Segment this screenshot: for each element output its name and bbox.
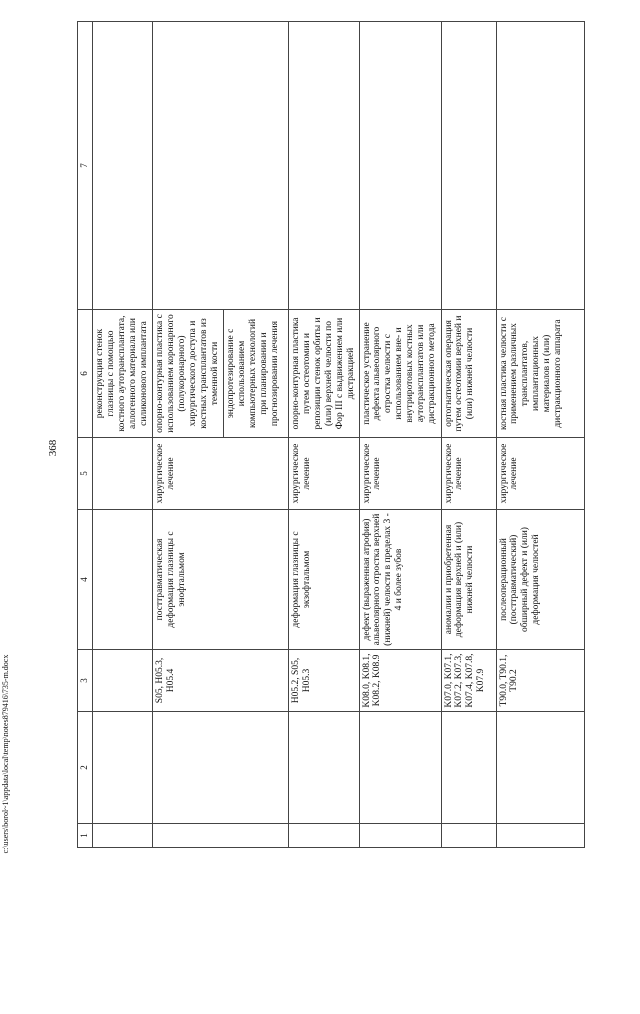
header-col-5: 5	[78, 438, 93, 510]
cell-col7	[153, 22, 289, 310]
cell-num	[441, 824, 496, 848]
cell-codes: S05, H05.3, H05.4	[153, 650, 289, 712]
cell-col7	[496, 22, 584, 310]
cell-num	[153, 824, 289, 848]
cell-method: костная пластика челюсти с применением различных трансплантатов, имплантационных материалов и (или) дистракционного аппарата	[496, 310, 584, 438]
header-col-3: 3	[78, 650, 93, 712]
cell-codes: H05.2, S05, H05.3	[289, 650, 360, 712]
cell-codes	[93, 650, 153, 712]
cell-profile	[289, 712, 360, 824]
page-number: 368	[47, 439, 59, 457]
table-row	[496, 22, 584, 848]
cell-treatment-type: хирургическое лечение	[496, 438, 584, 510]
cell-diagnosis: посттравматическая деформация глазницы с энофтальмом	[153, 510, 289, 650]
cell-codes: T90.0, T90.1, T90.2	[496, 650, 584, 712]
cell-codes: K07.0, K07.1, K07.2, K07.3, K07.4, K07.8, K07.9	[441, 650, 496, 712]
header-col-6: 6	[78, 310, 93, 438]
header-col-7: 7	[78, 22, 93, 310]
header-col-4: 4	[78, 510, 93, 650]
cell-method: пластическое устранение дефекта альвеолярного отростка челюсти с использованием вне- и внутриротовых костных аутотрансплантатов или дистракционного метода	[359, 310, 441, 438]
cell-col7	[93, 22, 153, 310]
cell-num	[289, 824, 360, 848]
table-row	[93, 22, 153, 848]
cell-col7	[441, 22, 496, 310]
cell-diagnosis: аномалии и приобретенная деформация верхней и (или) нижней челюсти	[441, 510, 496, 650]
table-row	[153, 22, 289, 848]
medical-procedures-table	[77, 21, 585, 848]
header-col-1: 1	[78, 824, 93, 848]
cell-treatment-type: хирургическое лечение	[289, 438, 360, 510]
rotated-table-area	[77, 22, 585, 848]
cell-treatment-type: хирургическое лечение	[441, 438, 496, 510]
cell-col7	[359, 22, 441, 310]
cell-col7	[289, 22, 360, 310]
header-col-2: 2	[78, 712, 93, 824]
cell-profile	[441, 712, 496, 824]
cell-diagnosis: послеоперационный (посттравматический) обширный дефект и (или) деформация челюстей	[496, 510, 584, 650]
cell-treatment-type: хирургическое лечение	[153, 438, 289, 510]
footer-file-path: c:\users\borol~1\appdata\local\temp\notes879416\735-m.docx	[1, 654, 10, 854]
cell-treatment-type: хирургическое лечение	[359, 438, 441, 510]
cell-profile	[496, 712, 584, 824]
table-row	[289, 22, 360, 848]
cell-method: ортогнатическая операция путем остеотомии верхней и (или) нижней челюсти	[441, 310, 496, 438]
table-row	[359, 22, 441, 848]
header-row	[78, 22, 93, 848]
cell-diagnosis: дефект (выраженная атрофия) альвеолярного отростка верхней (нижней) челюсти в пределах 3 - 4 и более зубов	[359, 510, 441, 650]
cell-method	[153, 310, 289, 438]
cell-diagnosis	[93, 510, 153, 650]
cell-num	[93, 824, 153, 848]
table-row	[441, 22, 496, 848]
cell-profile	[359, 712, 441, 824]
cell-profile	[93, 712, 153, 824]
cell-profile	[153, 712, 289, 824]
cell-method: реконструкция стенок глазницы с помощью костного аутотрансплантата, аллогенного материала или силиконового имплантата	[93, 310, 153, 438]
method-variant: опорно-контурная пластика с использованием коронарного (полукоронарного) хирургического доступа и костных трансплантатов из теменной кости	[153, 310, 224, 437]
cell-num	[496, 824, 584, 848]
cell-method: опорно-контурная пластика путем остеотомии и репозиции стенок орбиты и (или) верхней челюсти по Фор III с выдвижением или дистракцией	[289, 310, 360, 438]
method-variant: эндопротезирование с использованием компьютерных технологий при планировании и прогнозировании лечения	[226, 318, 280, 429]
cell-diagnosis: деформация глазницы с экзофтальмом	[289, 510, 360, 650]
cell-treatment-type	[93, 438, 153, 510]
cell-num	[359, 824, 441, 848]
cell-codes: K08.0, K08.1, K08.2, K08.9	[359, 650, 441, 712]
